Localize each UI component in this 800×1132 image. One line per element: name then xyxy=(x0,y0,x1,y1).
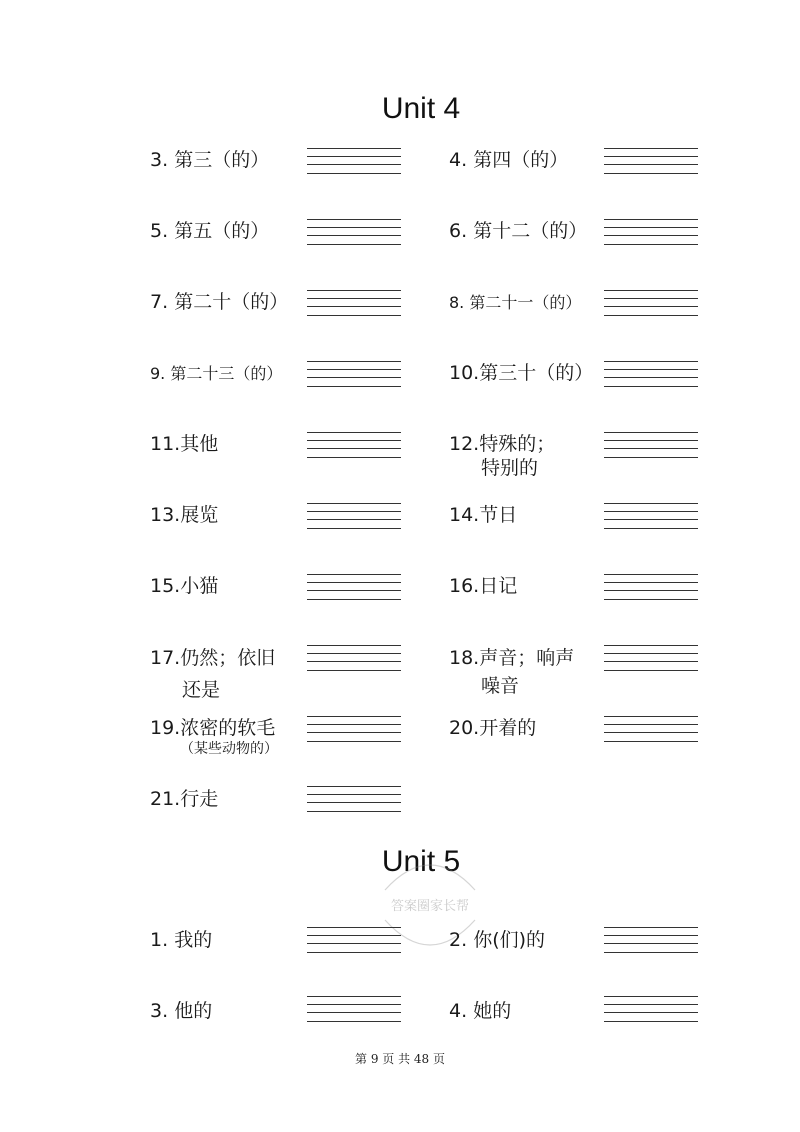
answer-lines[interactable] xyxy=(604,574,698,600)
item-number: 20. xyxy=(449,717,480,739)
item-text: 第三十（的） xyxy=(479,362,594,384)
item-text: 你(们)的 xyxy=(473,929,546,951)
item-text: 第十二（的） xyxy=(473,220,588,242)
answer-lines[interactable] xyxy=(604,219,698,245)
answer-lines[interactable] xyxy=(307,645,401,671)
answer-lines[interactable] xyxy=(307,716,401,742)
item-text: 仍然；依旧 xyxy=(180,647,276,669)
item-number: 5. xyxy=(150,220,169,242)
item-number: 12. xyxy=(449,433,480,455)
item-text: 第三（的） xyxy=(174,149,270,171)
word-item xyxy=(150,574,218,598)
item-number: 8. xyxy=(449,293,465,312)
answer-lines[interactable] xyxy=(307,219,401,245)
item-note: （某些动物的） xyxy=(180,741,278,757)
item-number: 10. xyxy=(449,362,480,384)
item-text: 开着的 xyxy=(479,717,537,739)
item-number: 13. xyxy=(150,504,181,526)
item-number: 7. xyxy=(150,291,169,313)
item-number: 9. xyxy=(150,364,166,383)
word-item xyxy=(449,291,581,315)
item-text: 第四（的） xyxy=(473,149,569,171)
word-item xyxy=(150,928,212,952)
item-text: 他的 xyxy=(174,1000,213,1022)
item-text: 行走 xyxy=(180,788,219,810)
word-item xyxy=(150,999,212,1023)
word-item xyxy=(449,716,536,740)
answer-lines[interactable] xyxy=(604,927,698,953)
answer-lines[interactable] xyxy=(307,290,401,316)
item-number: 6. xyxy=(449,220,468,242)
answer-lines[interactable] xyxy=(604,503,698,529)
item-text: 声音；响声 xyxy=(479,647,575,669)
item-number: 4. xyxy=(449,1000,468,1022)
answer-lines[interactable] xyxy=(307,503,401,529)
item-text: 特殊的； xyxy=(479,433,556,455)
item-text: 浓密的软毛 xyxy=(180,717,276,739)
word-item xyxy=(449,148,568,172)
item-text-line2: 噪音 xyxy=(481,675,520,697)
item-text: 第二十三（的） xyxy=(170,364,283,383)
item-text: 节日 xyxy=(479,504,518,526)
answer-lines[interactable] xyxy=(604,148,698,174)
item-number: 21. xyxy=(150,788,181,810)
item-text: 其他 xyxy=(180,433,219,455)
item-number: 15. xyxy=(150,575,181,597)
word-item xyxy=(150,432,218,456)
answer-lines[interactable] xyxy=(604,996,698,1022)
item-text: 展览 xyxy=(180,504,219,526)
item-text: 第五（的） xyxy=(174,220,270,242)
answer-lines[interactable] xyxy=(604,645,698,671)
item-number: 19. xyxy=(150,717,181,739)
word-item xyxy=(449,503,517,527)
word-item xyxy=(150,787,218,811)
watermark-text: 答案圈家长帮 xyxy=(390,899,470,914)
answer-lines[interactable] xyxy=(307,996,401,1022)
word-item xyxy=(449,928,545,952)
word-item xyxy=(150,148,269,172)
item-text: 小猫 xyxy=(180,575,219,597)
item-text-line2: 还是 xyxy=(182,679,221,701)
item-text: 她的 xyxy=(473,1000,512,1022)
unit4-title: Unit 4 xyxy=(381,92,461,125)
item-number: 18. xyxy=(449,647,480,669)
answer-lines[interactable] xyxy=(604,361,698,387)
answer-lines[interactable] xyxy=(307,432,401,458)
item-number: 1. xyxy=(150,929,169,951)
word-item xyxy=(150,646,275,702)
answer-lines[interactable] xyxy=(307,361,401,387)
word-item xyxy=(150,503,218,527)
item-number: 4. xyxy=(449,149,468,171)
item-number: 3. xyxy=(150,149,169,171)
word-item xyxy=(449,361,593,385)
word-item xyxy=(150,716,278,758)
answer-lines[interactable] xyxy=(307,786,401,812)
item-number: 14. xyxy=(449,504,480,526)
answer-lines[interactable] xyxy=(307,574,401,600)
word-item xyxy=(449,432,555,480)
answer-lines[interactable] xyxy=(604,290,698,316)
item-number: 11. xyxy=(150,433,181,455)
word-item xyxy=(150,290,288,314)
answer-lines[interactable] xyxy=(307,148,401,174)
item-text: 第二十（的） xyxy=(174,291,289,313)
unit5-title: Unit 5 xyxy=(381,845,461,878)
word-item xyxy=(150,362,282,386)
answer-lines[interactable] xyxy=(604,432,698,458)
item-text-line2: 特别的 xyxy=(481,457,539,479)
word-item xyxy=(449,574,517,598)
answer-lines[interactable] xyxy=(307,927,401,953)
page-footer: 第 9 页 共 48 页 xyxy=(355,1052,445,1066)
item-number: 16. xyxy=(449,575,480,597)
word-item xyxy=(449,219,587,243)
item-number: 3. xyxy=(150,1000,169,1022)
word-item xyxy=(449,646,574,698)
word-item xyxy=(150,219,269,243)
item-text: 我的 xyxy=(174,929,213,951)
item-number: 17. xyxy=(150,647,181,669)
item-text: 第二十一（的） xyxy=(469,293,582,312)
item-number: 2. xyxy=(449,929,468,951)
word-item xyxy=(449,999,511,1023)
answer-lines[interactable] xyxy=(604,716,698,742)
item-text: 日记 xyxy=(479,575,518,597)
